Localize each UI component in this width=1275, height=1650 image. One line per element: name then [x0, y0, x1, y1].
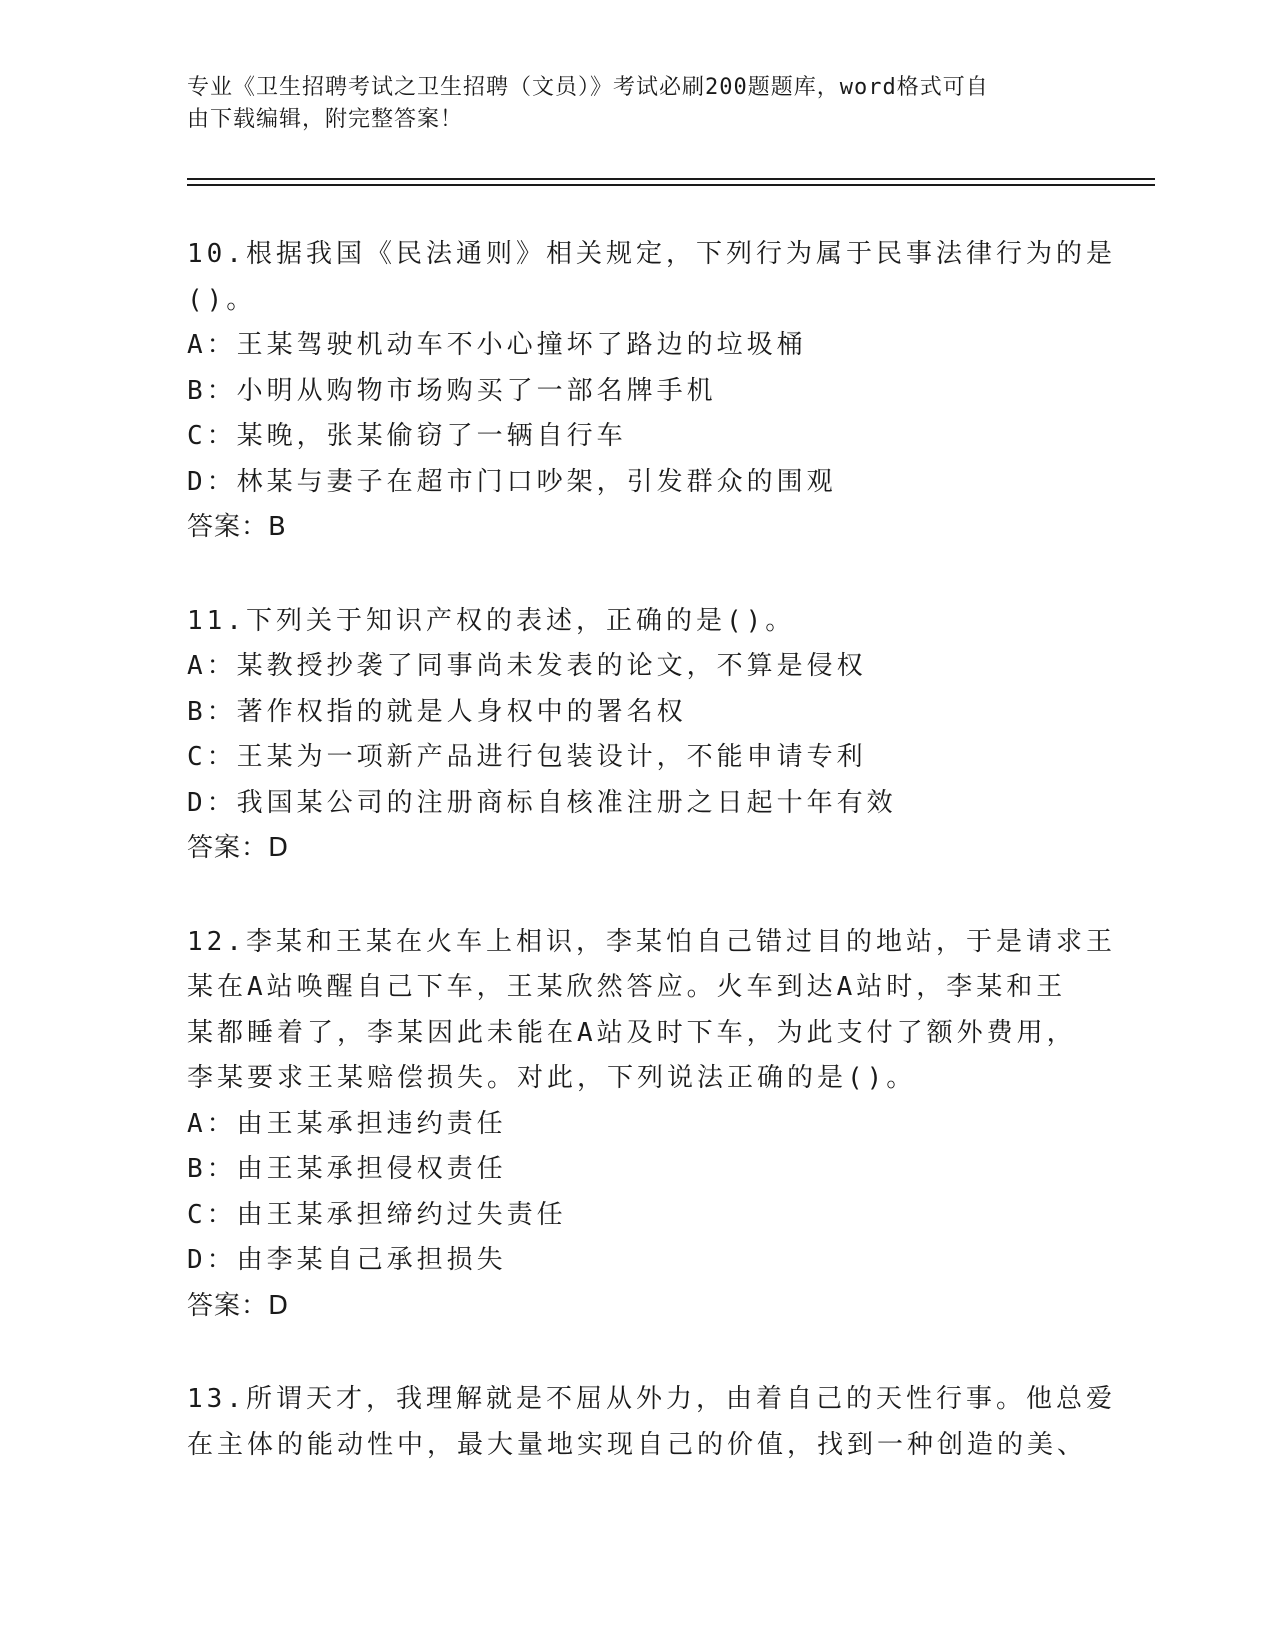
answer: 答案：D [187, 1290, 290, 1321]
question-stem-line: 某都睡着了，李某因此未能在A站及时下车，为此支付了额外费用， [187, 1017, 1077, 1048]
question-stem-line: 11.下列关于知识产权的表述，正确的是()。 [187, 605, 796, 636]
question-13 [187, 1377, 1116, 1468]
option-c: C：由王某承担缔约过失责任 [187, 1199, 567, 1230]
header-divider-bottom [187, 184, 1155, 186]
option-b: B：小明从购物市场购买了一部名牌手机 [187, 375, 717, 406]
option-d: D：由李某自己承担损失 [187, 1245, 507, 1275]
header-line-2: 由下载编辑，附完整答案！ [187, 107, 464, 132]
question-list [187, 232, 1116, 1468]
option-b: B：著作权指的就是人身权中的署名权 [187, 696, 687, 727]
option-d: D：林某与妻子在超市门口吵架，引发群众的围观 [187, 466, 837, 497]
question-stem-line: 某在A站唤醒自己下车，王某欣然答应。火车到达A站时，李某和王 [187, 972, 1067, 1002]
question-stem-line: 在主体的能动性中，最大量地实现自己的价值，找到一种创造的美、 [187, 1429, 1088, 1460]
header-line-1: 专业《卫生招聘考试之卫生招聘（文员）》考试必刷200题题库，word格式可自 [187, 75, 989, 100]
option-c: C：王某为一项新产品进行包装设计，不能申请专利 [187, 742, 867, 772]
question-stem-line: 10.根据我国《民法通则》相关规定，下列行为属于民事法律行为的是 [187, 239, 1116, 269]
question-11 [187, 599, 1087, 872]
header-divider-top [187, 178, 1155, 180]
option-a: A：王某驾驶机动车不小心撞坏了路边的垃圾桶 [187, 330, 807, 360]
option-c: C：某晚，张某偷窃了一辆自行车 [187, 421, 627, 451]
option-d: D：我国某公司的注册商标自核准注册之日起十年有效 [187, 787, 897, 818]
option-b: B：由王某承担侵权责任 [187, 1154, 507, 1184]
question-12 [187, 920, 1116, 1330]
question-stem-line: 13.所谓天才，我理解就是不屈从外力，由着自己的天性行事。他总爱 [187, 1384, 1116, 1414]
question-stem-line: 12.李某和王某在火车上相识，李某怕自己错过目的地站，于是请求王 [187, 926, 1116, 957]
option-a: A：由王某承担违约责任 [187, 1108, 507, 1139]
question-stem-line: ()。 [187, 284, 257, 315]
answer: 答案：B [187, 512, 287, 542]
question-stem-line: 李某要求王某赔偿损失。对此，下列说法正确的是()。 [187, 1063, 917, 1093]
question-10 [187, 232, 1116, 551]
option-a: A：某教授抄袭了同事尚未发表的论文，不算是侵权 [187, 651, 867, 681]
document-header [187, 72, 1067, 136]
answer: 答案：D [187, 833, 290, 863]
